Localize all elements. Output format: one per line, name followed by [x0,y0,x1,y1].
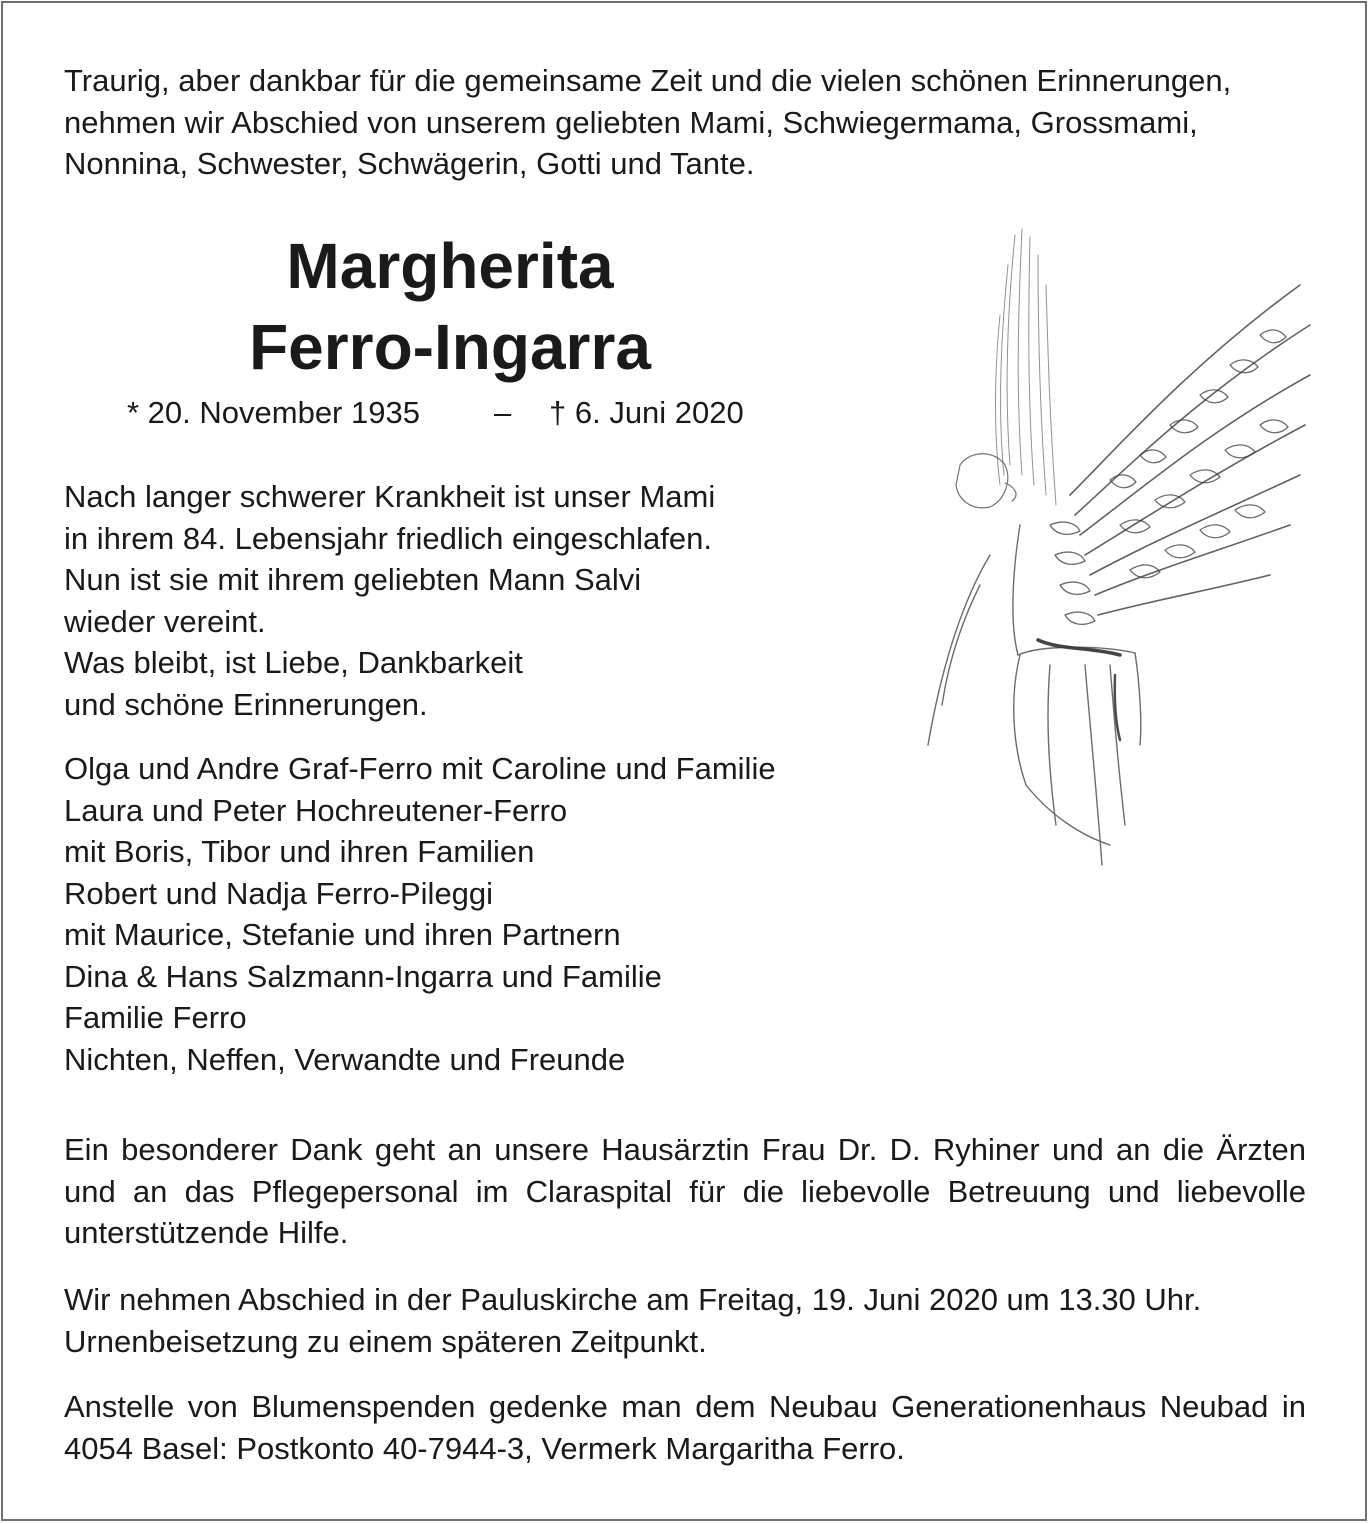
mourner-line: Nichten, Neffen, Verwandte und Freunde [64,1041,626,1077]
mourner-line: Laura und Peter Hochreutener-Ferro [64,792,568,828]
message-line: wieder vereint. [64,603,266,639]
intro-line: Nonnina, Schwester, Schwägerin, Gotti und Tante. [64,146,755,181]
mourner-line: mit Maurice, Stefanie und ihren Partnern [64,917,621,952]
mourner-line: Robert und Nadja Ferro-Pileggi [64,875,494,911]
death-date: † 6. Juni 2020 [549,395,744,430]
angel-sketch-icon [900,225,1320,905]
deceased-last-name: Ferro-Ingarra [249,311,651,383]
birth-date: * 20. November 1935 [127,395,420,430]
message-paragraph [64,476,715,725]
intro-paragraph [64,60,1231,185]
message-line: Nun ist sie mit ihrem geliebten Mann Salvi [64,562,642,597]
mourners-list [64,748,776,1080]
mourner-line: mit Boris, Tibor und ihren Familien [64,834,535,869]
date-separator: – [494,395,512,430]
message-line: Nach langer schwerer Krankheit ist unser Mami [64,479,716,514]
message-line: Was bleibt, ist Liebe, Dankbarkeit [64,645,523,680]
thanks-paragraph: Ein besonderer Dank geht an unsere Hausärztin Frau Dr. D. Ryhiner und an die Ärzten und an das Pflegepersonal im Claraspital für die liebevolle Betreuung und liebevolle unterstützende Hilfe. [64,1132,1306,1250]
intro-line: nehmen wir Abschied von unserem geliebten Mami, Schwiegermama, Grossmami, [64,104,1198,140]
donation-paragraph: Anstelle von Blumenspenden gedenke man dem Neubau Generationenhaus Neubad in 4054 Basel: Postkonto 40-7944-3, Vermerk Margaritha Ferro. [64,1389,1306,1466]
service-line: Wir nehmen Abschied in der Pauluskirche am Freitag, 19. Juni 2020 um 13.30 Uhr. [64,1282,1202,1317]
service-line: Urnenbeisetzung zu einem späteren Zeitpunkt. [64,1323,707,1359]
message-line: in ihrem 84. Lebensjahr friedlich eingeschlafen. [64,520,712,556]
intro-line: Traurig, aber dankbar für die gemeinsame Zeit und die vielen schönen Erinnerungen, [64,63,1232,98]
mourner-line: Familie Ferro [64,1000,247,1035]
service-paragraph [64,1279,1201,1362]
mourner-line: Dina & Hans Salzmann-Ingarra und Familie [64,958,662,994]
deceased-first-name: Margherita [286,230,614,302]
message-line: und schöne Erinnerungen. [64,686,428,722]
mourner-line: Olga und Andre Graf-Ferro mit Caroline und Familie [64,751,776,786]
